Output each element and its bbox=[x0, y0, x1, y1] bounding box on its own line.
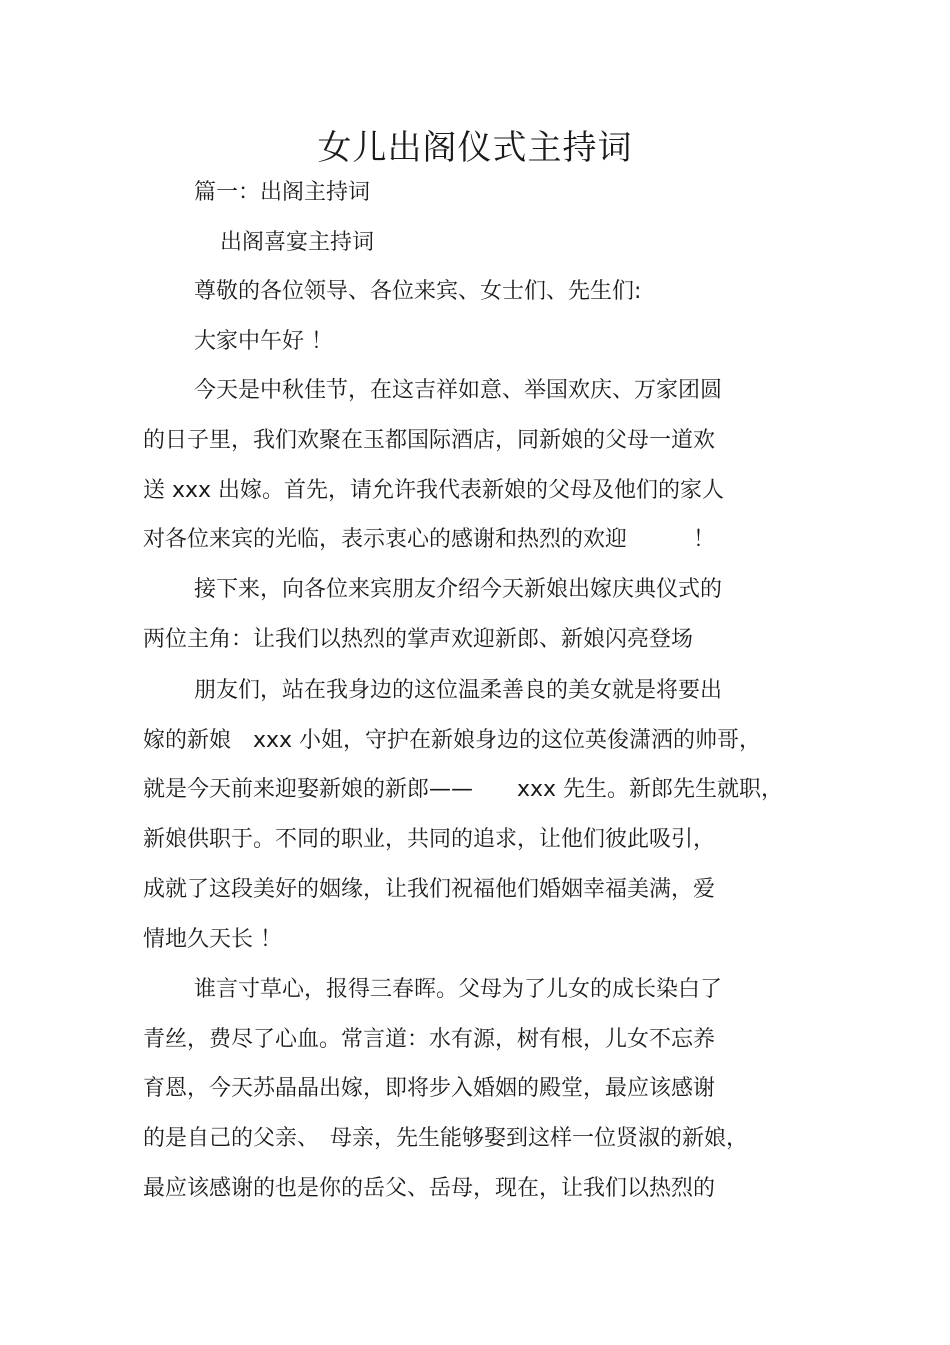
text-line: 大家中午好 ！ bbox=[194, 329, 333, 354]
text-line: 两位主角：让我们以热烈的掌声欢迎新郎、新娘闪亮登场 bbox=[143, 627, 694, 652]
text-line: 的日子里，我们欢聚在玉都国际酒店，同新娘的父母一道欢 bbox=[143, 428, 716, 453]
section-heading: 篇一：出阁主持词 bbox=[194, 180, 371, 205]
subheading: 出阁喜宴主持词 bbox=[220, 230, 375, 255]
text-line: 就是今天前来迎娶新娘的新郎—— xxx 先生。新郎先生就职， bbox=[143, 777, 784, 802]
text-line: 送 xxx 出嫁。首先，请允许我代表新娘的父母及他们的家人 bbox=[143, 478, 725, 503]
text-line: 朋友们，站在我身边的这位温柔善良的美女就是将要出 bbox=[194, 678, 723, 703]
text-line: 新娘供职于。不同的职业，共同的追求，让他们彼此吸引， bbox=[143, 827, 716, 852]
document-title: 女儿出阁仪式主持词 bbox=[317, 128, 633, 168]
text-line: 对各位来宾的光临，表示衷心的感谢和热烈的欢迎 ！ bbox=[143, 527, 716, 552]
text-line: 谁言寸草心，报得三春晖。父母为了儿女的成长染白了 bbox=[194, 977, 723, 1002]
text-line: 情地久天长 ！ bbox=[143, 927, 282, 952]
text-line: 成就了这段美好的姻缘，让我们祝福他们婚姻幸福美满，爱 bbox=[143, 877, 716, 902]
text-line: 接下来，向各位来宾朋友介绍今天新娘出嫁庆典仪式的 bbox=[194, 577, 723, 602]
text-line: 育恩，今天苏晶晶出嫁，即将步入婚姻的殿堂，最应该感谢 bbox=[143, 1076, 716, 1101]
text-line: 尊敬的各位领导、各位来宾、女士们、先生们: bbox=[194, 279, 642, 304]
text-line: 嫁的新娘 xxx 小姐，守护在新娘身边的这位英俊潇洒的帅哥， bbox=[143, 728, 762, 753]
text-line: 青丝，费尽了心血。常言道：水有源，树有根，儿女不忘养 bbox=[143, 1027, 716, 1052]
text-line: 的是自己的父亲、 母亲，先生能够娶到这样一位贤淑的新娘， bbox=[143, 1126, 749, 1151]
text-line: 最应该感谢的也是你的岳父、岳母，现在，让我们以热烈的 bbox=[143, 1176, 716, 1201]
text-line: 今天是中秋佳节，在这吉祥如意、举国欢庆、万家团圆 bbox=[194, 378, 723, 403]
